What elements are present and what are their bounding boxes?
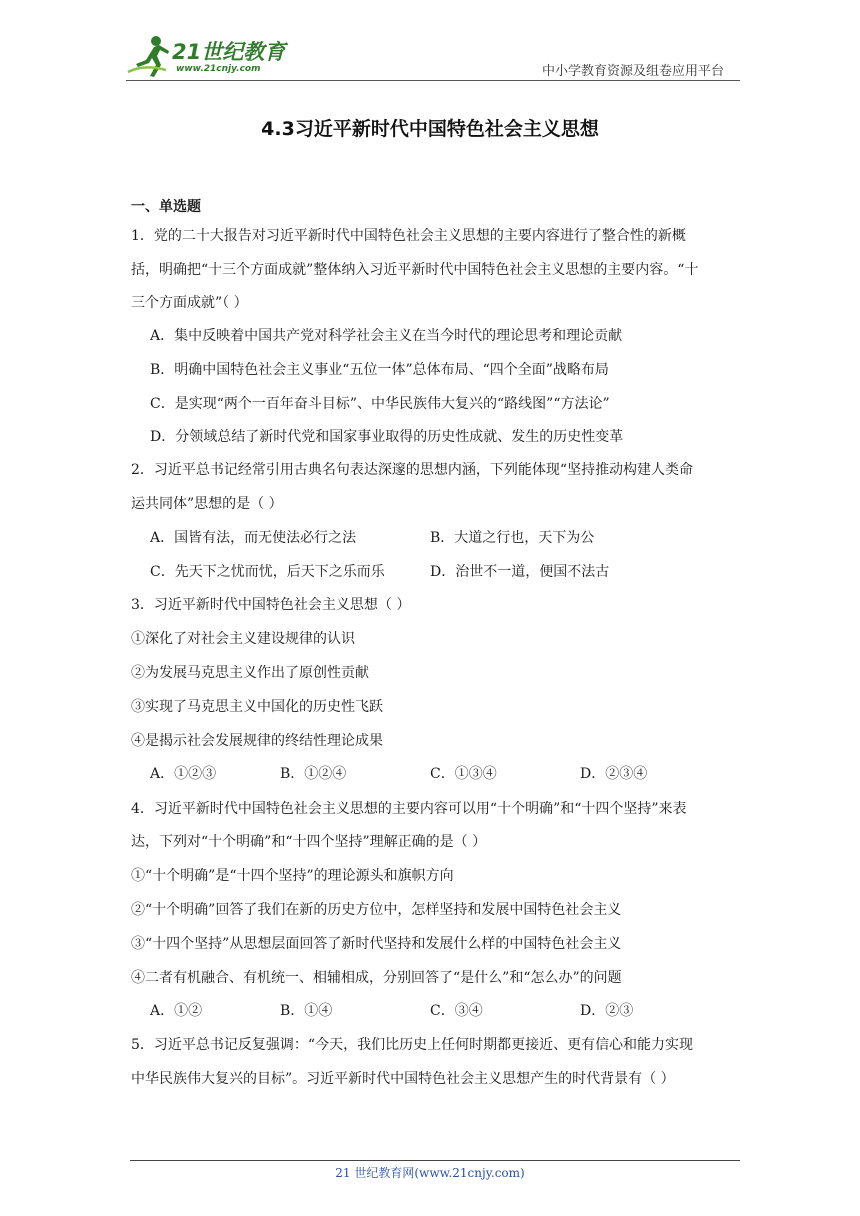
q4-option-b: B．①④	[280, 1003, 333, 1019]
q1-option-a: A．集中反映着中国共产党对科学社会主义在当今时代的理论思考和理论贡献	[150, 328, 623, 344]
q3-statement-1: ①深化了对社会主义建设规律的认识	[131, 631, 355, 647]
q1-option-c: C．是实现“两个一百年奋斗目标”、中华民族伟大复兴的“路线图”“方法论”	[150, 396, 610, 412]
site-logo	[126, 34, 286, 80]
document-title: 4.3习近平新时代中国特色社会主义思想	[261, 118, 599, 140]
q4-option-c: C．③④	[430, 1003, 483, 1019]
q2-stem-line1: 2．习近平总书记经常引用古典名句表达深邃的思想内涵，下列能体现“坚持推动构建人类命	[131, 462, 694, 478]
q1-stem-line2: 括，明确把“十三个方面成就”整体纳入习近平新时代中国特色社会主义思想的主要内容。“十	[131, 262, 699, 278]
q2-option-b: B．大道之行也，天下为公	[430, 530, 595, 546]
q3-option-d: D．②③④	[580, 766, 648, 782]
header-divider	[126, 80, 740, 81]
q3-statement-4: ④是揭示社会发展规律的终结性理论成果	[131, 733, 383, 749]
q4-statement-4: ④二者有机融合、有机统一、相辅相成，分别回答了“是什么”和“怎么办”的问题	[131, 970, 622, 986]
q2-option-a: A．国皆有法，而无使法必行之法	[150, 530, 357, 546]
q5-stem-line2: 中华民族伟大复兴的目标”。习近平新时代中国特色社会主义思想产生的时代背景有（ ）	[131, 1071, 675, 1087]
q3-option-a: A．①②③	[150, 766, 217, 782]
page-header	[0, 0, 860, 84]
q3-statement-2: ②为发展马克思主义作出了原创性贡献	[131, 665, 369, 681]
q4-statement-2: ②“十个明确”回答了我们在新的历史方位中，怎样坚持和发展中国特色社会主义	[131, 902, 622, 918]
q4-statement-3: ③“十四个坚持”从思想层面回答了新时代坚持和发展什么样的中国特色社会主义	[131, 936, 622, 952]
q2-option-c: C．先天下之忧而忧，后天下之乐而乐	[150, 564, 385, 580]
q4-stem-line2: 达，下列对“十个明确”和“十四个坚持”理解正确的是（ ）	[131, 834, 487, 850]
q5-stem-line1: 5．习近平总书记反复强调：“今天，我们比历史上任何时期都更接近、更有信心和能力实现	[131, 1037, 694, 1053]
q4-statement-1: ①“十个明确”是“十四个坚持”的理论源头和旗帜方向	[131, 868, 454, 884]
logo-url: www.21cnjy.com	[176, 64, 261, 74]
q1-option-b: B．明确中国特色社会主义事业“五位一体”总体布局、“四个全面”战略布局	[150, 362, 609, 378]
q4-option-a: A．①②	[150, 1003, 203, 1019]
q3-option-b: B．①②④	[280, 766, 347, 782]
q1-stem-line1: 1．党的二十大报告对习近平新时代中国特色社会主义思想的主要内容进行了整合性的新概	[131, 228, 686, 244]
q3-stem: 3．习近平新时代中国特色社会主义思想（ ）	[131, 597, 411, 613]
q4-stem-line1: 4．习近平新时代中国特色社会主义思想的主要内容可以用“十个明确”和“十四个坚持”来表	[131, 801, 687, 817]
q1-stem-line3: 三个方面成就”（ ）	[131, 295, 248, 311]
platform-label: 中小学教育资源及组卷应用平台	[541, 64, 724, 79]
q2-option-d: D．治世不一道，便国不法古	[430, 564, 610, 580]
q2-stem-line2: 运共同体”思想的是（ ）	[131, 496, 283, 512]
q1-option-d: D．分领域总结了新时代党和国家事业取得的历史性成就、发生的历史性变革	[150, 429, 624, 445]
q3-option-c: C．①③④	[430, 766, 497, 782]
q4-option-d: D．②③	[580, 1003, 634, 1019]
runner-logo-icon	[126, 34, 172, 78]
logo-text: 21世纪教育	[172, 40, 286, 64]
footer-divider	[130, 1160, 740, 1161]
section-heading: 一、单选题	[131, 199, 201, 215]
footer-text: 21 世纪教育网(www.21cnjy.com)	[335, 1166, 525, 1180]
q3-statement-3: ③实现了马克思主义中国化的历史性飞跃	[131, 699, 383, 715]
